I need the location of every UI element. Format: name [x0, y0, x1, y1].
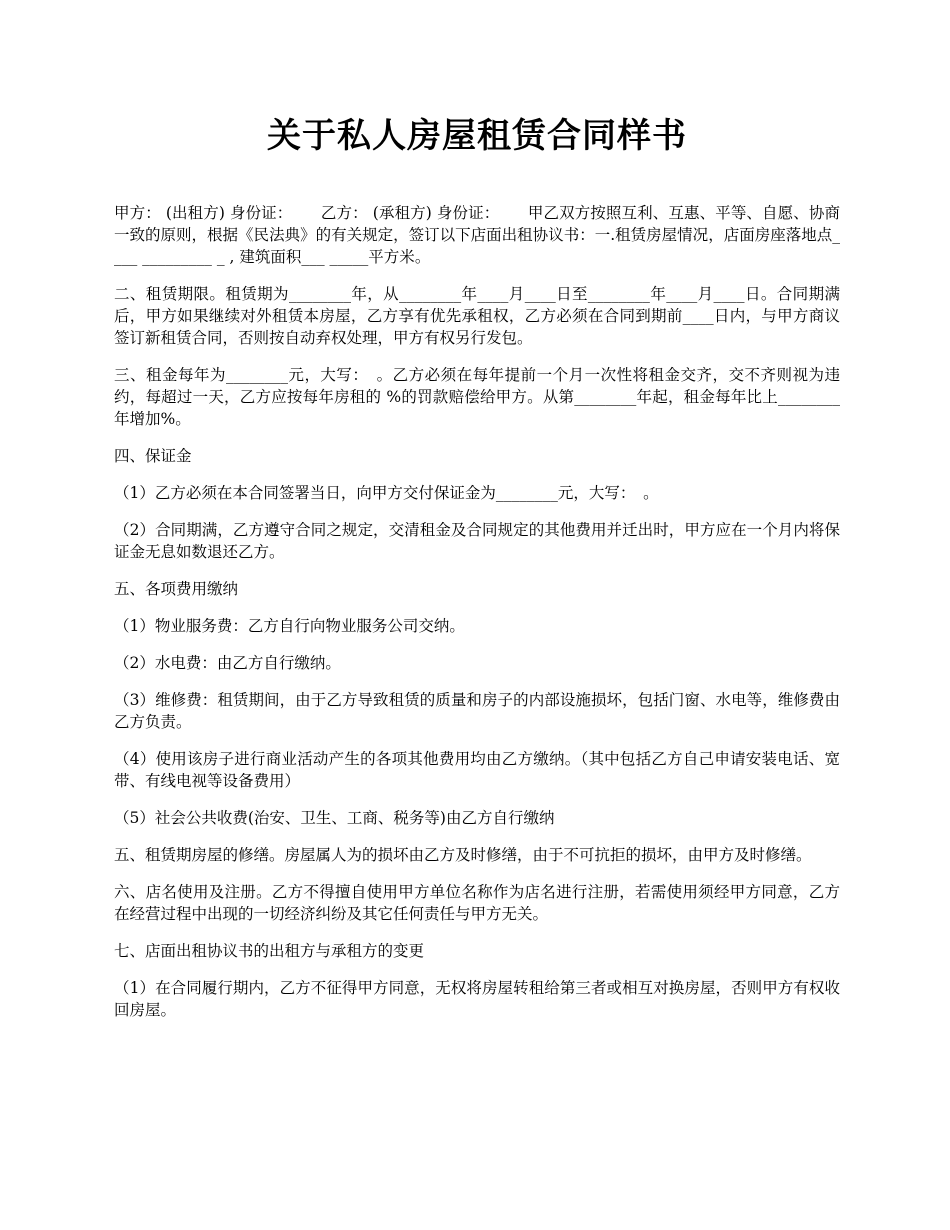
paragraph-parties-and-premises: 甲方： (出租方) 身份证： 乙方： (承租方) 身份证： 甲乙双方按照互利、互惠、平等、自愿、协商一致的原则，根据《民法典》的有关规定，签订以下店面出租协议书：一.租赁房屋情况，店面房座落地点____ _________ _ , 建筑面积___ _____平方米。 [114, 204, 840, 266]
paragraph-deposit-1: （1）乙方必须在本合同签署当日，向甲方交付保证金为________元，大写： 。 [114, 484, 659, 502]
paragraph-fee-business: （4）使用该房子进行商业活动产生的各项其他费用均由乙方缴纳。（其中包括乙方自己申请安装电话、宽带、有线电视等设备费用） [114, 750, 840, 790]
paragraph-fee-property: （1）物业服务费：乙方自行向物业服务公司交纳。 [114, 617, 465, 635]
paragraph-party-change-1: （1）在合同履行期内，乙方不征得甲方同意，无权将房屋转租给第三者或相互对换房屋，否则甲方有权收回房屋。 [114, 979, 840, 1019]
heading-fees: 五、各项费用缴纳 [114, 580, 239, 598]
paragraph-store-name: 六、店名使用及注册。乙方不得擅自使用甲方单位名称作为店名进行注册，若需使用须经甲方同意，乙方在经营过程中出现的一切经济纠纷及其它任何责任与甲方无关。 [114, 883, 840, 923]
paragraph-fee-repairs: （3）维修费：租赁期间，由于乙方导致租赁的质量和房子的内部设施损坏，包括门窗、水电等，维修费由乙方负责。 [114, 691, 840, 731]
paragraph-lease-term: 二、租赁期限。租赁期为________年，从________年____月____日至________年____月____日。合同期满后，甲方如果继续对外租赁本房屋，乙方享有优先承租权，乙方必须在合同到期前____日内，与甲方商议签订新租赁合同，否则按自动弃权处理，甲方有权另行发包。 [114, 285, 840, 347]
paragraph-rent: 三、租金每年为________元，大写： 。乙方必须在每年提前一个月一次性将租金交齐，交不齐则视为违约，每超过一天，乙方应按每年房租的 %的罚款赔偿给甲方。从第________年起，租金每年比上________年增加%。 [114, 366, 840, 428]
paragraph-deposit-2: （2）合同期满，乙方遵守合同之规定，交清租金及合同规定的其他费用并迁出时，甲方应在一个月内将保证金无息如数退还乙方。 [114, 521, 840, 561]
paragraph-repairs: 五、租赁期房屋的修缮。房屋属人为的损坏由乙方及时修缮，由于不可抗拒的损坏，由甲方及时修缮。 [114, 846, 812, 864]
heading-party-change: 七、店面出租协议书的出租方与承租方的变更 [114, 942, 425, 960]
document-title: 关于私人房屋租赁合同样书 [267, 116, 687, 156]
heading-deposit: 四、保证金 [114, 447, 192, 465]
paragraph-fee-utilities: （2）水电费：由乙方自行缴纳。 [114, 654, 341, 672]
paragraph-fee-public: （5）社会公共收费(治安、卫生、工商、税务等)由乙方自行缴纳 [114, 809, 555, 827]
document-page [114, 108, 840, 1036]
